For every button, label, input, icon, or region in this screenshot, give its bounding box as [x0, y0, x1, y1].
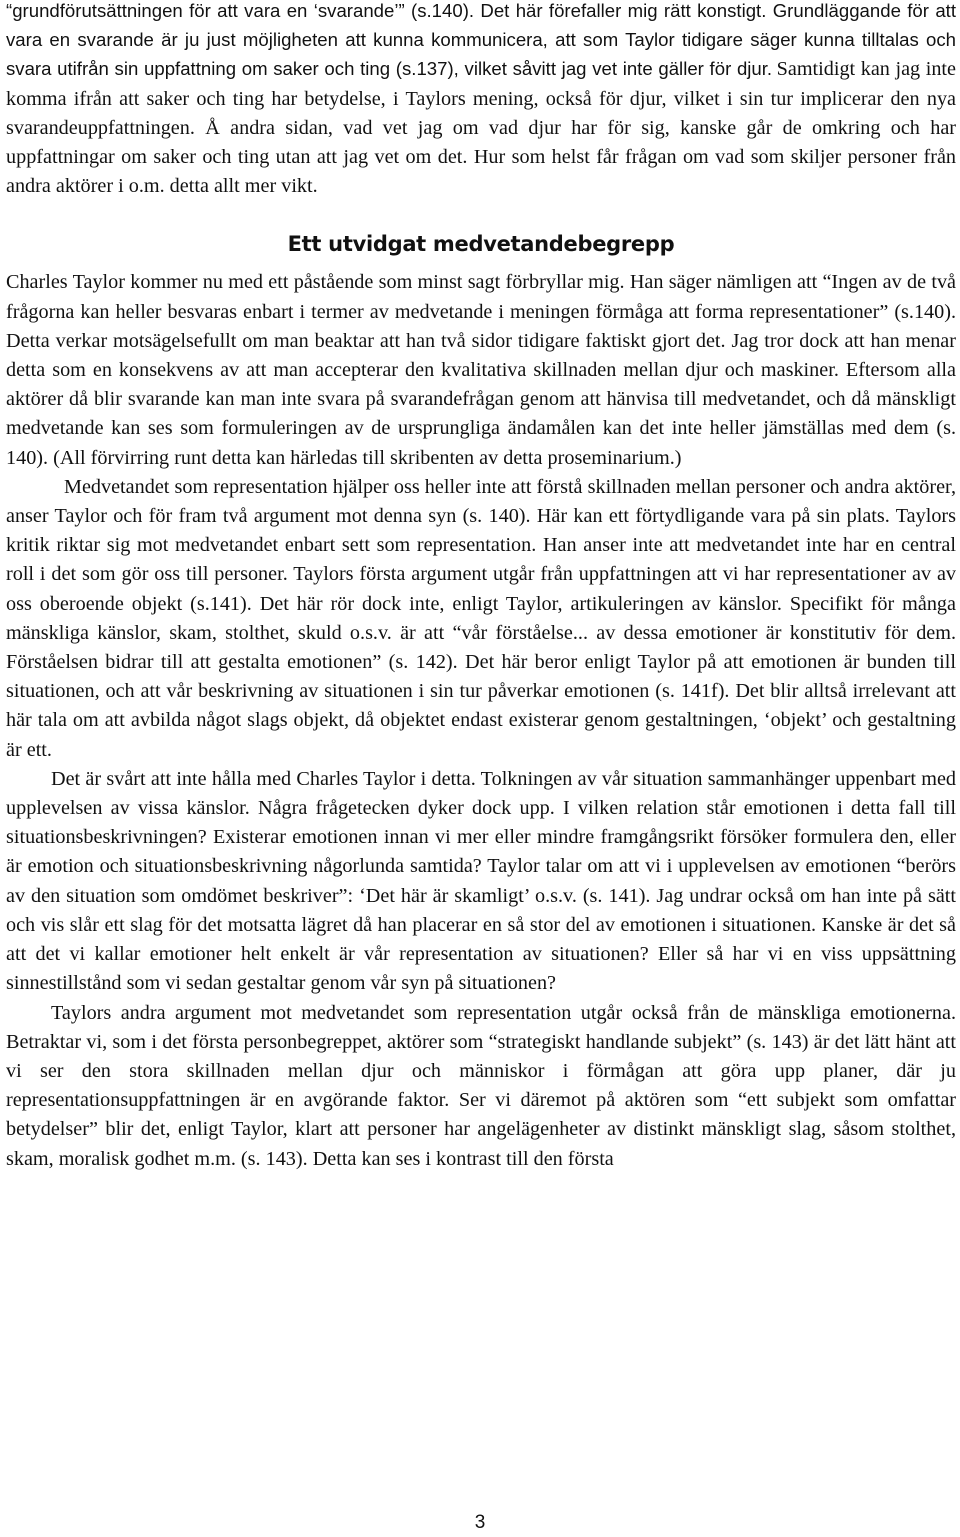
intro-sans-text: “grundförutsättningen för att vara en ‘svarande’” (s.140). Det här förefaller mig rätt konstigt. Grundläggande för att vara en svarande är ju just möjligheten att kunna kommunicera, att som Taylor tidigare säger kunna tilltalas och svara utifrån sin uppfattning om saker och ting (s.137), vilket såvitt jag vet inte gäller för djur. [6, 0, 956, 80]
page-number: 3 [474, 1512, 486, 1533]
document-page [6, 0, 956, 1174]
body-paragraph-3: Det är svårt att inte hålla med Charles Taylor i detta. Tolkningen av vår situation sammanhänger uppenbart med upplevelsen av vissa känslor. Några frågetecken dyker dock upp. I vilken relation står emotionen i detta fall till situationsbeskrivningen? Existerar emotionen innan vi mer eller mindre framgångsrikt försöker formulera den, eller är emotion och situationsbeskrivning någorlunda samtida? Taylor talar om att vi i upplevelsen av emotionen “berörs av den situation som omdömet beskriver”: ‘Det här är skamligt’ o.s.v. (s. 141). Jag undrar också om han inte på sätt och vis slår ett slag för det motsatta lägret då han placerar en så stor del av emotionen i situationen. Kanske är det så att det vi kallar emotioner helt enkelt är vår representation av situationen? Eller så har vi en viss uppsättning sinnestillstånd som vi sedan gestaltar genom vår syn på situationen? [6, 767, 956, 995]
body-paragraph-4: Taylors andra argument mot medvetandet som representation utgår också från de mänskliga emotionerna. Betraktar vi, som i det första personbegreppet, aktörer som “strategiskt handlande subjekt” (s. 143) är det lätt hänt att vi ser den stora skillnaden mellan djur och människor i förmågan att göra upp planer, där ju representationsuppfattningen är en avgörande faktor. Ser vi däremot på aktören som “ett subjekt som omfattar betydelser” blir det, enligt Taylor, klart att personer har angelägenheter av distinkt mänskligt slag, såsom stolthet, skam, moralisk godhet m.m. (s. 143). Detta kan ses i kontrast till den första [6, 1001, 956, 1170]
body-paragraph-2: Medvetandet som representation hjälper oss heller inte att förstå skillnaden mellan personer och andra aktörer, anser Taylor och för fram två argument mot denna syn (s. 140). Här kan ett förtydligande vara på sin plats. Taylors kritik riktar sig mot medvetandet enbart sett som representation. Han anser inte att medvetandet inte har en central roll i det som gör oss till personer. Taylors första argument utgår från uppfattningen att vi har representationer av av oss oberoende objekt (s.141). Det här rör dock inte, enligt Taylor, artikuleringen av känslor. Specifikt för många mänskliga känslor, skam, stolthet, skuld o.s.v. är att “vår förståelse... av dessa emotioner är konstitutiv för dem. Förståelsen bidrar till att gestalta emotionen” (s. 142). Det här beror enligt Taylor på att emotionen är bunden till situationen, och att vår beskrivning av situationen i sin tur påverkar emotionen (s. 141f). Det blir alltså irrelevant att här tala om att avbilda något slags objekt, då objektet endast existerar genom gestaltningen, ‘objekt’ och gestaltning är ett. [6, 475, 956, 761]
body-paragraph-1: Charles Taylor kommer nu med ett påstående som minst sagt förbryllar mig. Han säger nämligen att “Ingen av de två frågorna kan heller besvaras enbart i termer av medvetande i meningen förmåga att forma representationer” (s.140). Detta verkar motsägelsefullt om man beaktar att han två sidor tidigare faktiskt gjort det. Jag tror dock att han menar detta som en konsekvens av att man accepterar den kvalitativa skillnaden mellan djur och maskiner. Eftersom alla aktörer då blir svarande kan man inte svara på svarandefrågan genom att hänvisa till medvetandet, och då mänskligt medvetande kan ses som formuleringen av de ursprungliga ändamålen kan det inte heller jämställas med dem (s. 140). (All förvirring runt detta kan härledas till skribenten av detta proseminarium.) [6, 271, 956, 469]
section-heading: Ett utvidgat medvetandebegrepp [287, 232, 675, 257]
intro-serif-text: Samtidigt kan jag inte komma ifrån att saker och ting har betydelse, i Taylors mening, också för djur, vilket i sin tur implicerar den nya svarandeuppfattningen. Å andra sidan, vad vet jag om vad djur har för sig, kanske går de omkring och har uppfattningar om saker och ting utan att jag vet om det. Hur som helst får frågan om vad som skiljer personer från andra aktörer i o.m. detta allt mer vikt. [6, 58, 956, 198]
intro-paragraph [6, 0, 956, 201]
